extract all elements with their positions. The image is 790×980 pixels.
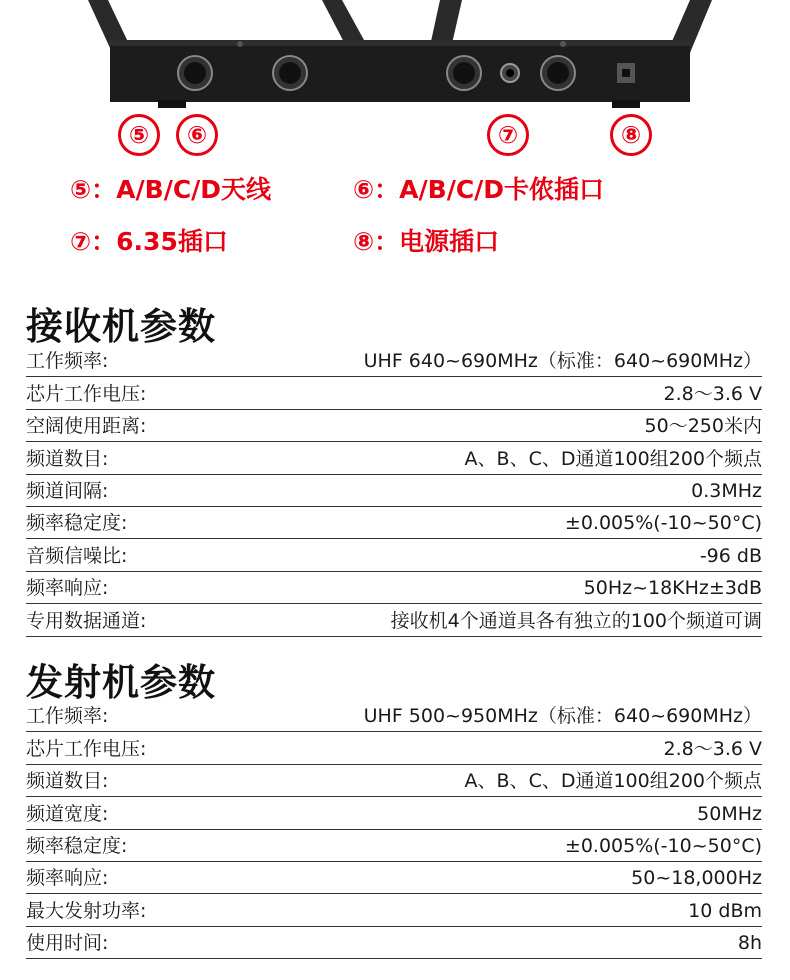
marker-5: ⑤: [118, 114, 160, 156]
spec-row: [26, 862, 762, 894]
receiver-rear-panel-image: [0, 0, 790, 115]
spec-value: 接收机4个通道具各有独立的100个频道可调: [390, 609, 762, 632]
marker-8: ⑧: [610, 114, 652, 156]
spec-label: 使用时间:: [26, 932, 109, 955]
spec-row: [26, 539, 762, 571]
spec-value: 2.8～3.6 V: [663, 382, 762, 405]
spec-row: [26, 345, 762, 377]
spec-row: [26, 732, 762, 764]
spec-row: [26, 927, 762, 959]
spec-label: 频率稳定度:: [26, 512, 128, 535]
spec-row: [26, 830, 762, 862]
spec-row: [26, 475, 762, 507]
spec-label: 工作频率:: [26, 350, 109, 373]
spec-label: 芯片工作电压:: [26, 382, 147, 405]
spec-row: [26, 700, 762, 732]
marker-7: ⑦: [487, 114, 529, 156]
legend-power: ⑧：电源插口: [353, 227, 500, 256]
spec-row: [26, 765, 762, 797]
spec-label: 频道数目:: [26, 447, 109, 470]
spec-value: ±0.005%(-10~50°C): [564, 512, 762, 535]
spec-label: 频道间隔:: [26, 479, 109, 502]
legend-635: ⑦：6.35插口: [70, 227, 228, 256]
spec-value: 50Hz~18KHz±3dB: [583, 577, 762, 600]
spec-label: 频率响应:: [26, 867, 109, 890]
spec-value: A、B、C、D通道100组200个频点: [464, 447, 762, 470]
spec-row: [26, 410, 762, 442]
receiver-spec-table: [26, 345, 762, 637]
spec-value: 50MHz: [697, 802, 762, 825]
spec-value: ±0.005%(-10~50°C): [564, 834, 762, 857]
spec-value: 50~18,000Hz: [631, 867, 762, 890]
spec-row: [26, 507, 762, 539]
spec-value: -96 dB: [699, 544, 762, 567]
spec-label: 空阔使用距离:: [26, 415, 147, 438]
spec-row: [26, 377, 762, 409]
spec-value: 10 dBm: [688, 899, 762, 922]
spec-value: 50～250米内: [644, 415, 762, 438]
spec-value: 8h: [737, 932, 762, 955]
legend-antenna: ⑤：A/B/C/D天线: [70, 175, 272, 204]
spec-value: 2.8～3.6 V: [663, 737, 762, 760]
spec-row: [26, 442, 762, 474]
spec-row: [26, 604, 762, 636]
spec-row: [26, 572, 762, 604]
receiver-title: 接收机参数: [26, 305, 216, 348]
spec-label: 频率响应:: [26, 577, 109, 600]
spec-value: A、B、C、D通道100组200个频点: [464, 770, 762, 793]
spec-label: 频道宽度:: [26, 802, 109, 825]
spec-value: UHF 500~950MHz（标准：640~690MHz）: [363, 705, 762, 728]
transmitter-title: 发射机参数: [26, 661, 216, 704]
spec-label: 芯片工作电压:: [26, 737, 147, 760]
spec-label: 音频信噪比:: [26, 544, 128, 567]
spec-value: 0.3MHz: [691, 479, 762, 502]
spec-label: 频道数目:: [26, 770, 109, 793]
spec-value: UHF 640~690MHz（标准：640~690MHz）: [363, 350, 762, 373]
marker-6: ⑥: [176, 114, 218, 156]
transmitter-spec-table: [26, 700, 762, 959]
spec-row: [26, 797, 762, 829]
spec-label: 最大发射功率:: [26, 899, 147, 922]
spec-label: 工作频率:: [26, 705, 109, 728]
legend-xlr: ⑥：A/B/C/D卡侬插口: [353, 175, 605, 204]
spec-row: [26, 894, 762, 926]
spec-label: 频率稳定度:: [26, 834, 128, 857]
spec-label: 专用数据通道:: [26, 609, 147, 632]
